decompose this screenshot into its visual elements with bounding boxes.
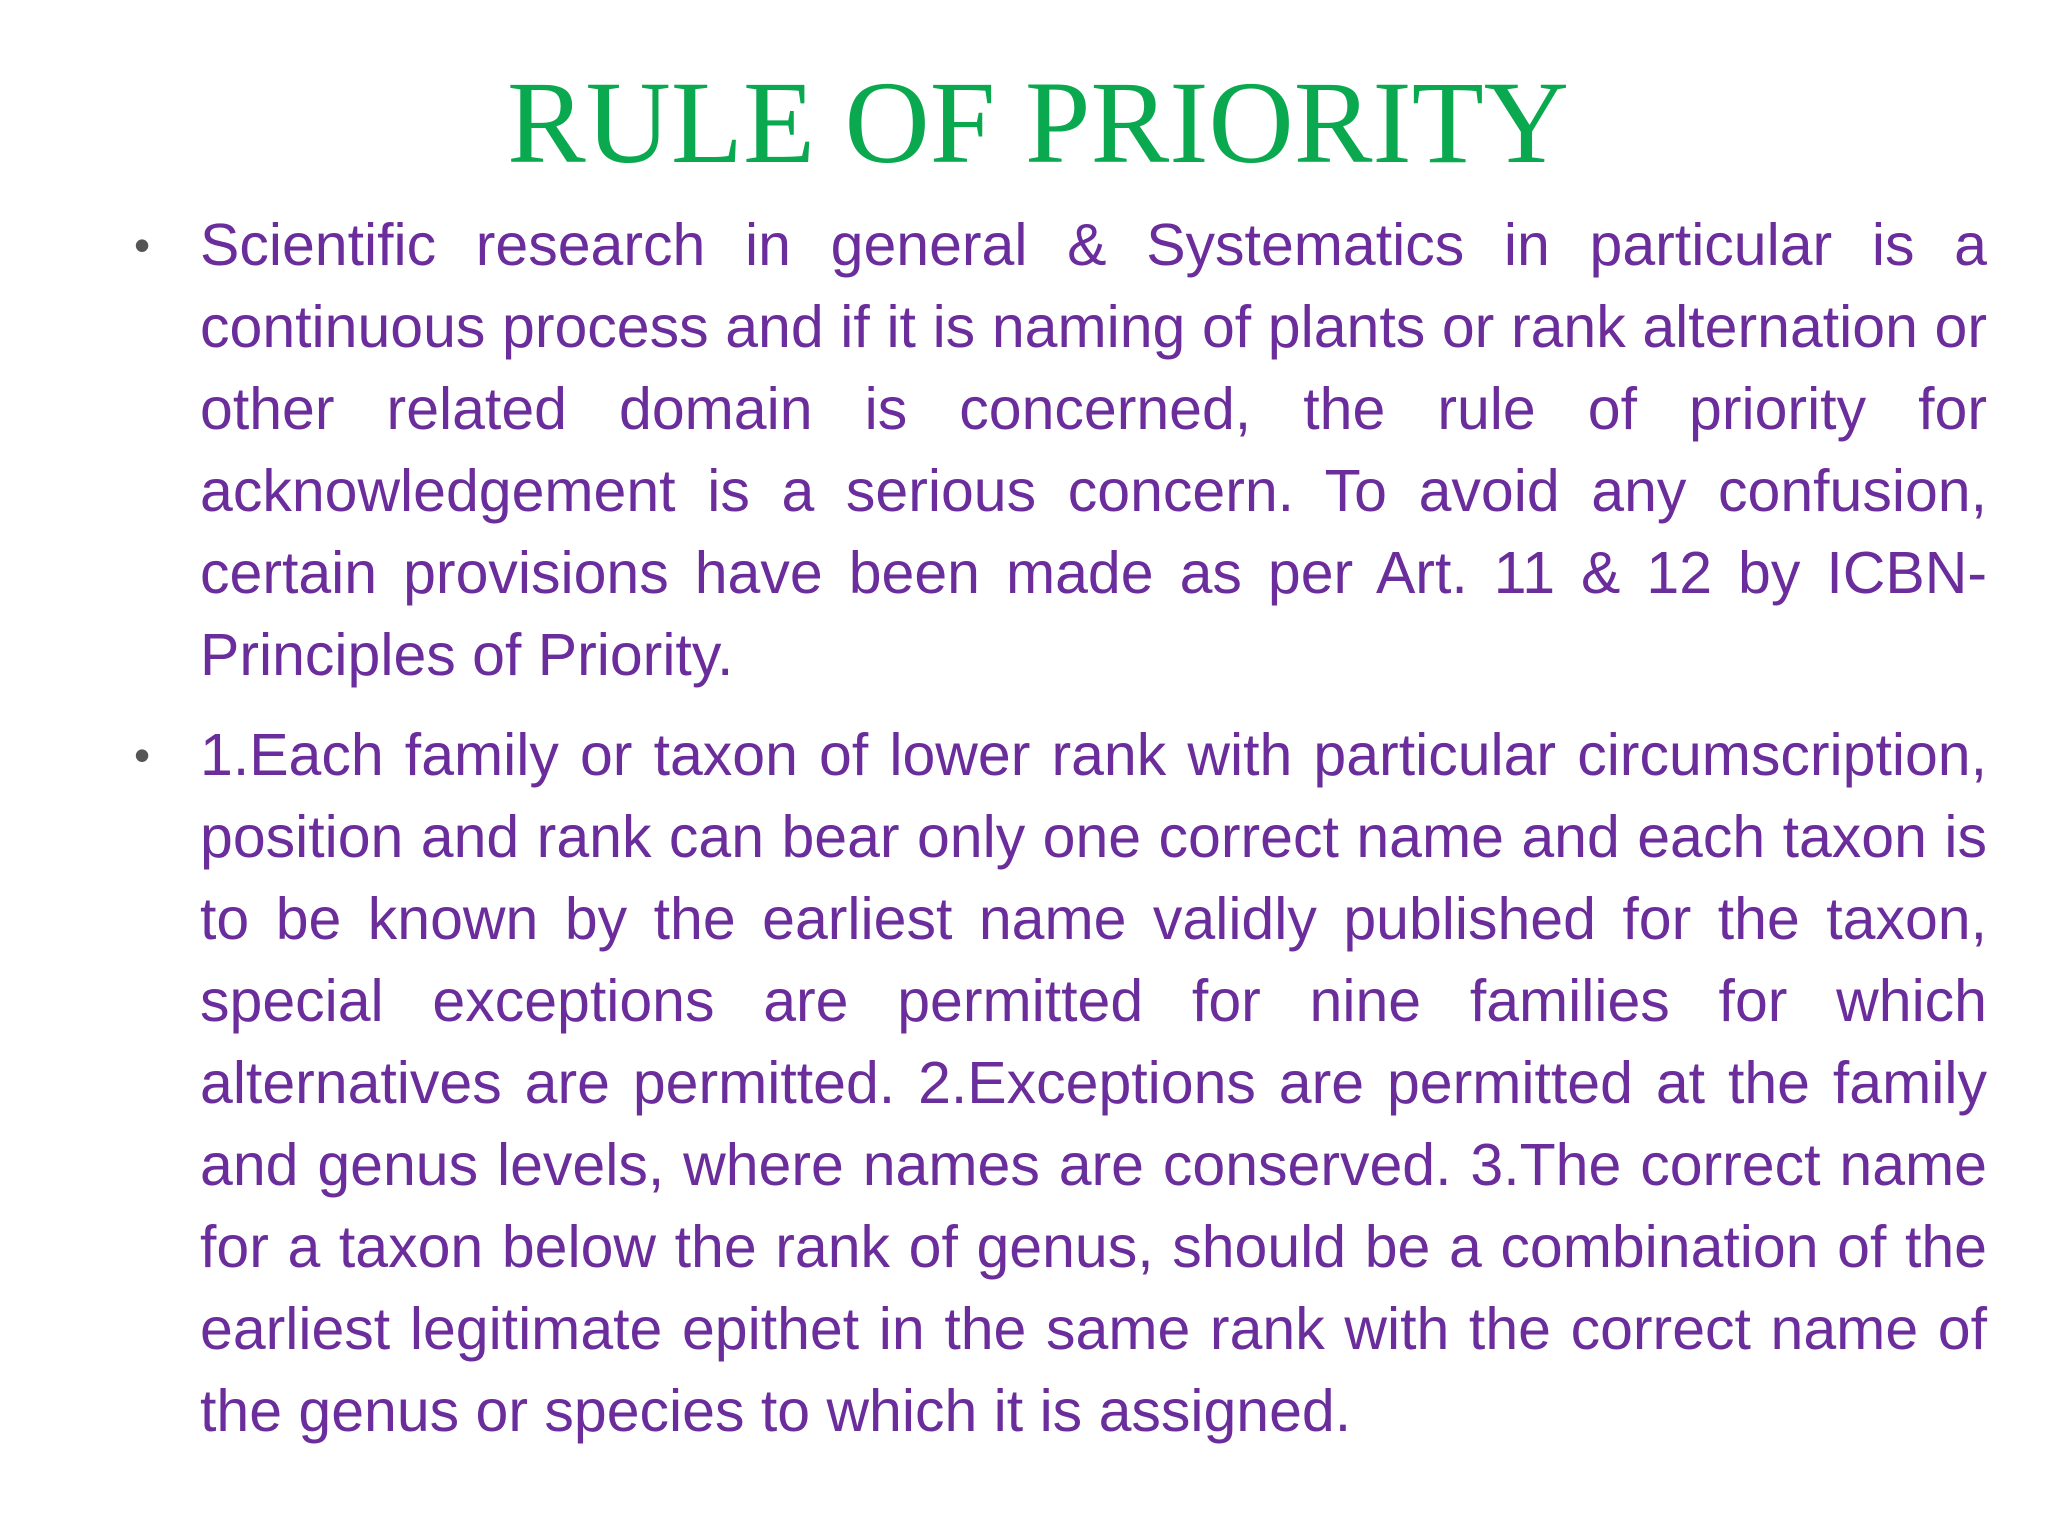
- bullet-text: Scientific research in general & Systematics in particular is a continuous process and if it is naming of plants or rank alternation or other related domain is concerned, the rule of priority for acknowledgement is a serious concern. To avoid any confusion, certain provisions have been made as per Art. 11 & 12 by ICBN-Principles of Priority.: [200, 212, 1987, 688]
- bullet-marker: •: [133, 729, 151, 781]
- bullet-list: [133, 204, 1987, 1470]
- bullet-marker: •: [133, 219, 151, 271]
- slide-title: RULE OF PRIORITY: [506, 57, 1570, 188]
- bullet-text: 1.Each family or taxon of lower rank with particular circumscription, position and rank can bear only one correct name and each taxon is to be known by the earliest name validly published for the taxon, special exceptions are permitted for nine families for which alternatives are permitted. 2.Exceptions are permitted at the family and genus levels, where names are conserved. 3.The correct name for a taxon below the rank of genus, should be a combination of the earliest legitimate epithet in the same rank with the correct name of the genus or species to which it is assigned.: [200, 722, 1987, 1444]
- bullet-item: [133, 204, 1987, 696]
- bullet-item: [133, 714, 1987, 1452]
